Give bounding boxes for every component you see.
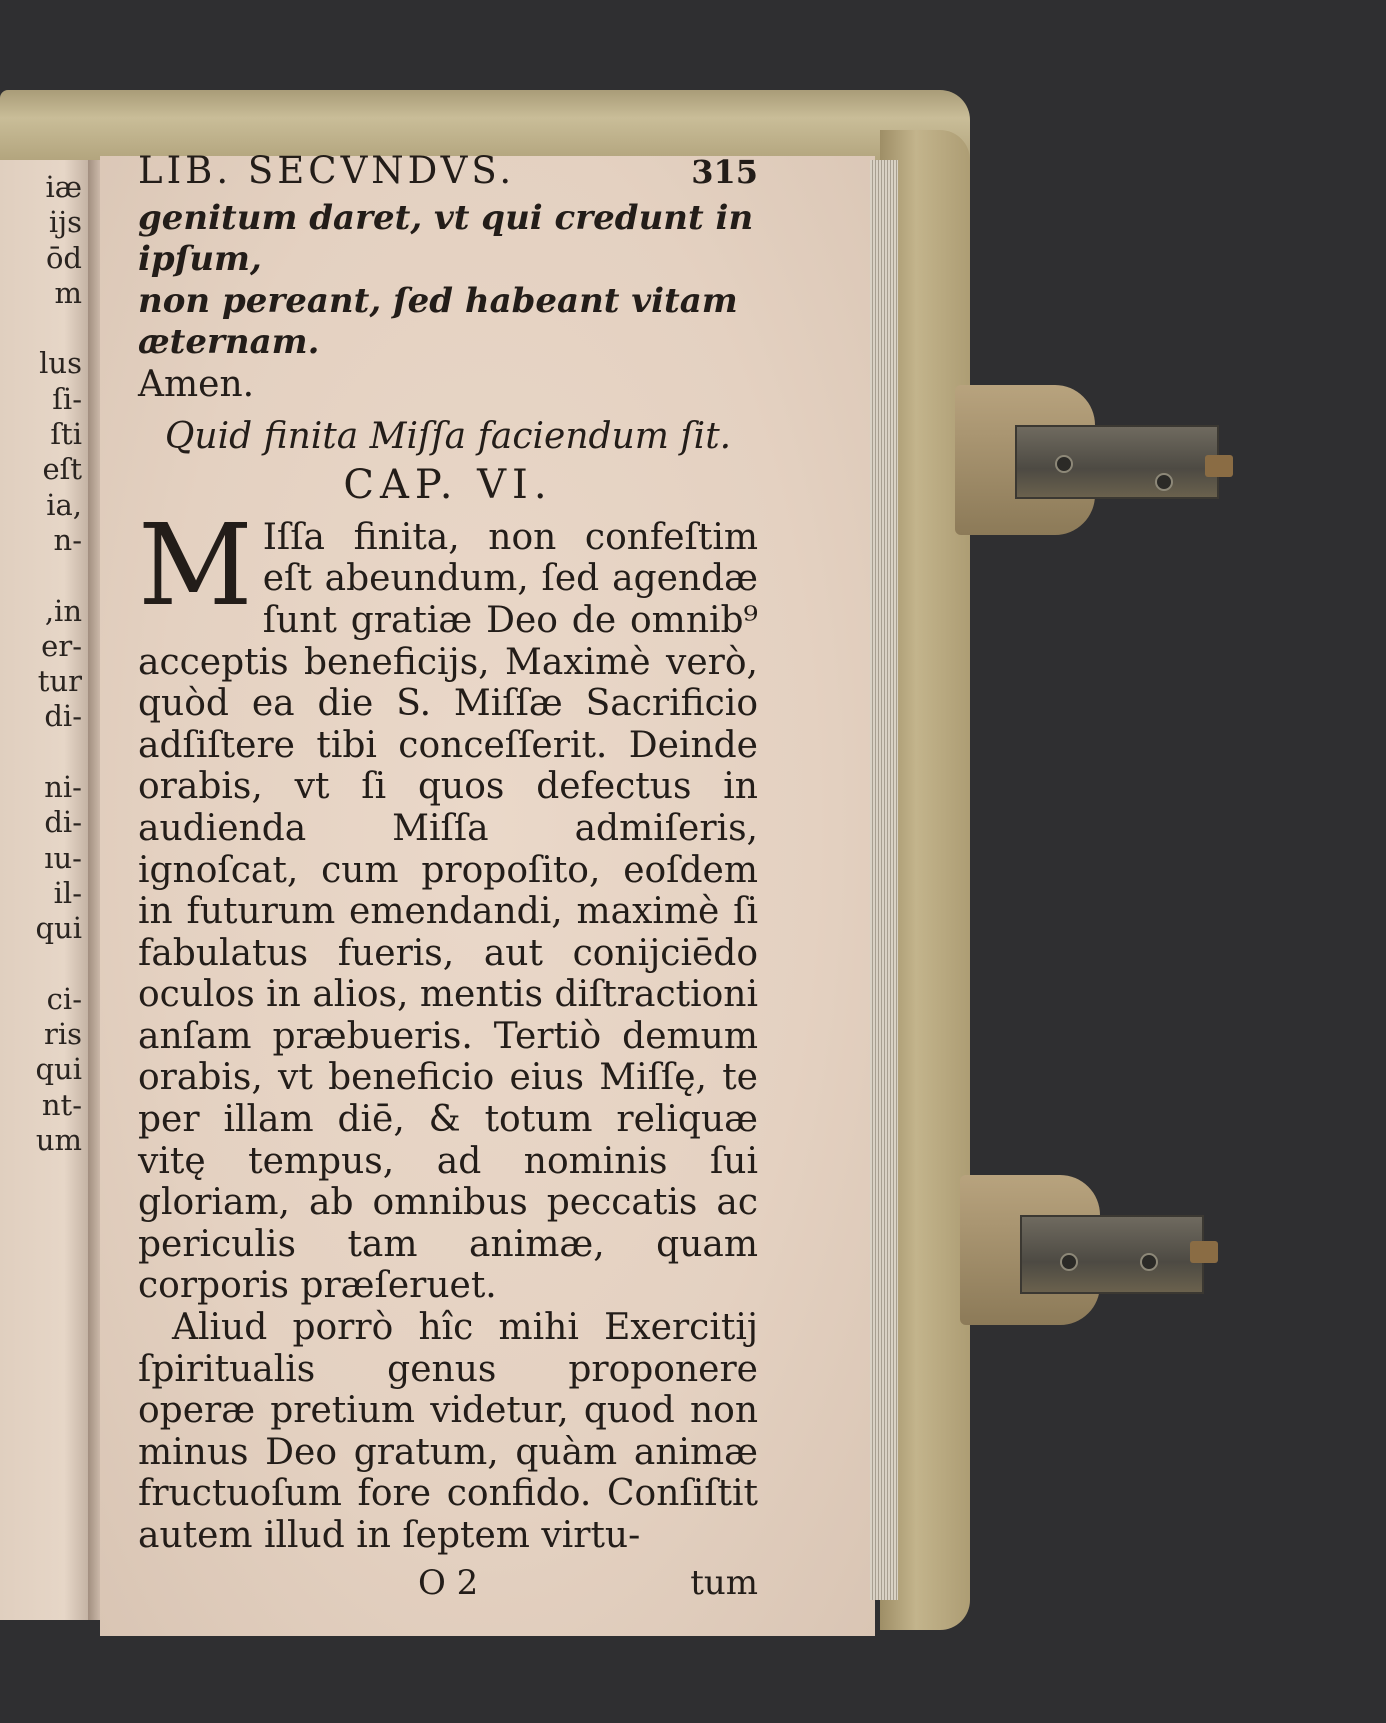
paragraph-1-text: Iſſa finita, non confeſtim eſt abeundum, ſed agendæ ſunt gratiæ Deo de omnib⁹ acceptis beneficijs, Maximè verò, quòd ea die S. Miſſæ Sacrificio adſiſtere tibi conceſſerit. Deinde orabis, vt ſi quos defectus in audienda Miſſa admiſeris, ignoſcat, cum propoſito, eoſdem in futurum emendandi, maximè ſi fabulatus fueris, aut conijciēdo oculos in alios, mentis diſtractioni anſam præbueris. Tertiò demum orabis, vt beneficio eius Miſſę, te per illam diē, & totum reliquæ vitę tempus, ad nominis ſui gloriam, ab omnibus peccatis ac periculis tam animæ, quam corporis præſeruet. bbox=[138, 516, 758, 1307]
left-fragment: ia, bbox=[46, 487, 82, 522]
running-head-title: LIB. SECVNDVS. bbox=[138, 149, 516, 192]
page-footer bbox=[138, 1563, 758, 1605]
left-fragment: tur bbox=[37, 664, 82, 699]
left-page-text bbox=[0, 170, 92, 1158]
left-fragment: ſi- bbox=[52, 381, 82, 416]
amen: Amen. bbox=[138, 363, 255, 405]
paragraph-2: Aliud porrò hîc mihi Exercitij ſpiritualis genus proponere operæ pretium videtur, quod non minus Deo gratum, quàm animæ fructuoſum fore confido. Conſiſtit autem illud in ſeptem virtu- bbox=[138, 1307, 758, 1556]
left-fragment: ıu- bbox=[44, 840, 82, 875]
left-fragment: qui bbox=[35, 911, 82, 946]
clasp-hook bbox=[1205, 455, 1233, 477]
left-fragment: di- bbox=[44, 805, 82, 840]
left-fragment: di- bbox=[44, 699, 82, 734]
left-fragment: ijs bbox=[48, 205, 82, 240]
opening-line: non pereant, ſed habeant vitam æternam. bbox=[138, 280, 738, 363]
left-fragment: ,in bbox=[44, 593, 82, 628]
rivet-icon bbox=[1055, 455, 1073, 473]
page-number: 315 bbox=[691, 153, 758, 191]
chapter-heading: CAP. VI. bbox=[343, 462, 553, 509]
right-page-text bbox=[138, 150, 758, 1604]
left-fragment: ni- bbox=[44, 770, 82, 805]
left-fragment: eſt bbox=[42, 452, 82, 487]
left-fragment: iæ bbox=[45, 170, 82, 204]
rivet-icon bbox=[1155, 473, 1173, 491]
left-fragment: qui bbox=[35, 1052, 82, 1087]
section-heading: Quid finita Miſſa faciendum ſit. bbox=[164, 415, 732, 457]
running-head bbox=[138, 150, 758, 194]
left-fragment: um bbox=[35, 1123, 82, 1158]
left-fragment: lus bbox=[39, 346, 82, 381]
clasp-metal-plate bbox=[1015, 425, 1219, 499]
upper-clasp bbox=[955, 385, 1255, 525]
left-fragment bbox=[0, 558, 92, 593]
rivet-icon bbox=[1060, 1253, 1078, 1271]
initial-letter: M bbox=[138, 500, 253, 631]
left-fragment: m bbox=[54, 275, 82, 310]
left-fragment: ſti bbox=[50, 417, 82, 452]
catchword: tum bbox=[690, 1562, 758, 1603]
paragraph-1 bbox=[138, 500, 758, 1307]
left-fragment bbox=[0, 947, 92, 982]
left-fragment: ci- bbox=[46, 981, 82, 1016]
left-fragment: nt- bbox=[41, 1087, 82, 1122]
page-edges bbox=[870, 160, 898, 1600]
left-fragment: ōd bbox=[45, 240, 82, 275]
clasp-metal-plate bbox=[1020, 1215, 1204, 1294]
signature-mark: O 2 bbox=[418, 1562, 479, 1603]
lower-clasp bbox=[960, 1175, 1260, 1315]
rivet-icon bbox=[1140, 1253, 1158, 1271]
left-fragment: il- bbox=[53, 875, 82, 910]
left-fragment bbox=[0, 311, 92, 346]
left-fragment: er- bbox=[41, 628, 82, 663]
left-fragment bbox=[0, 735, 92, 770]
opening-line: genitum daret, vt qui credunt in ipſum, bbox=[138, 197, 754, 280]
left-fragment: n- bbox=[53, 522, 82, 557]
clasp-hook bbox=[1190, 1241, 1218, 1263]
left-fragment: ris bbox=[43, 1017, 82, 1052]
